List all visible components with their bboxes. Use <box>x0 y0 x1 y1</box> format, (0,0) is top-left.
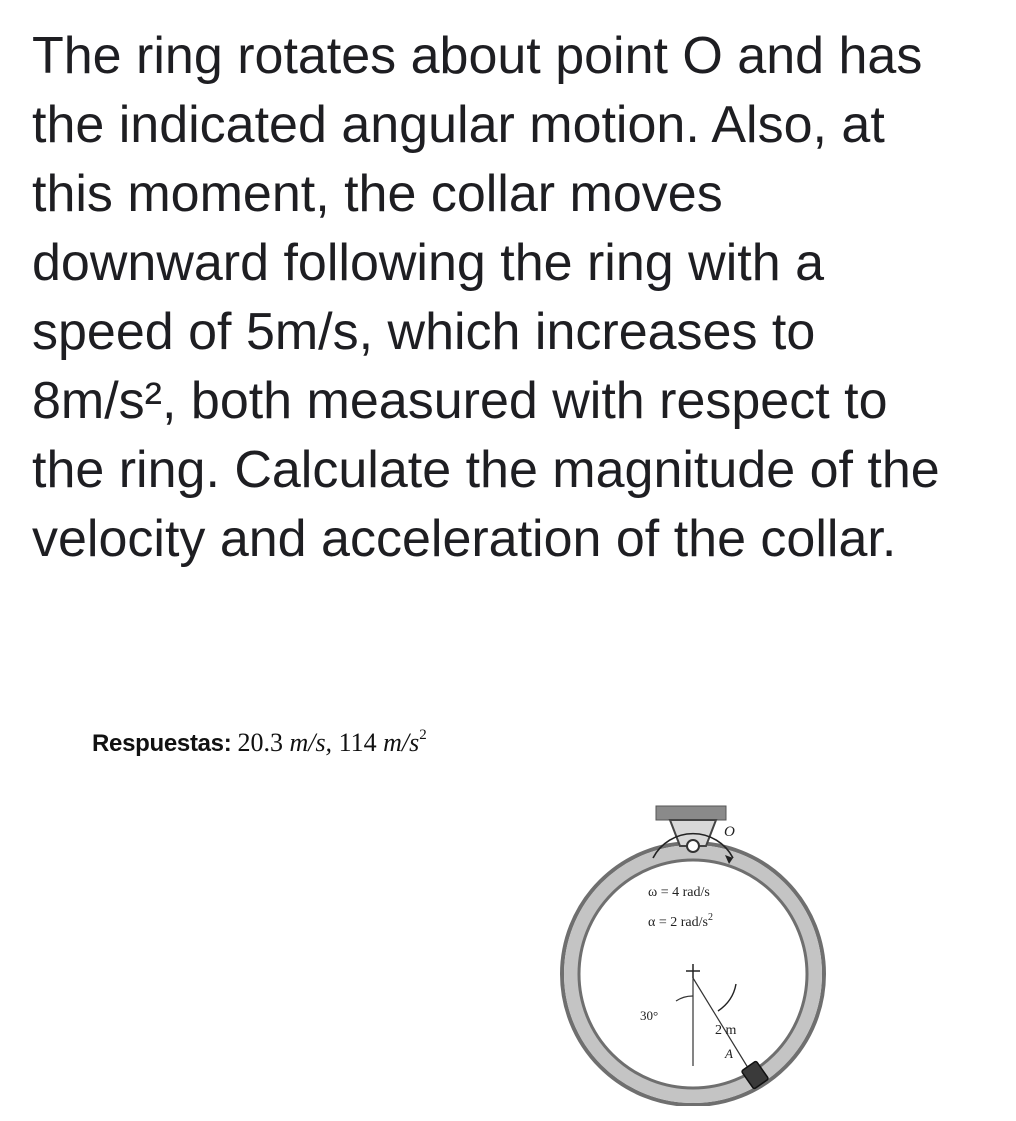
answers-values <box>237 728 426 757</box>
answers-line <box>92 728 427 758</box>
pivot-pin <box>687 840 699 852</box>
answers-label: Respuestas: <box>92 730 232 757</box>
ring-figure <box>548 796 848 1106</box>
problem-line-5: speed of 5m/s, which increases to <box>32 303 816 361</box>
angle-label: 30° <box>640 1008 659 1023</box>
velocity-value: 20.3 <box>237 728 283 757</box>
problem-line-2: the indicated angular motion. Also, at <box>32 96 885 154</box>
alpha-label-group <box>648 912 713 930</box>
problem-line-1: The ring rotates about point O and has <box>32 27 923 85</box>
collar-label: A <box>725 1046 733 1061</box>
alpha-label: α = 2 rad/s <box>648 915 708 930</box>
problem-line-3: this moment, the collar moves <box>32 165 723 223</box>
problem-line-6: 8m/s², both measured with respect to <box>32 372 888 430</box>
problem-line-7: the ring. Calculate the magnitude of the <box>32 441 940 499</box>
velocity-unit: m/s, <box>289 728 333 757</box>
acceleration-exponent: 2 <box>419 727 427 744</box>
problem-statement <box>32 22 1002 574</box>
acceleration-unit: m/s <box>383 728 420 757</box>
omega-label: ω = 4 rad/s <box>648 885 710 900</box>
problem-line-8: velocity and acceleration of the collar. <box>32 510 897 568</box>
rotation-hint-arrow <box>718 984 736 1011</box>
alpha-exponent: 2 <box>707 912 713 923</box>
ceiling-support <box>656 806 726 820</box>
point-o-label: O <box>724 824 735 840</box>
acceleration-value: 114 <box>338 728 377 757</box>
angle-arc <box>676 996 693 1001</box>
ring-diagram <box>548 796 848 1106</box>
problem-line-4: downward following the ring with a <box>32 234 824 292</box>
radius-label: 2 m <box>715 1023 737 1038</box>
